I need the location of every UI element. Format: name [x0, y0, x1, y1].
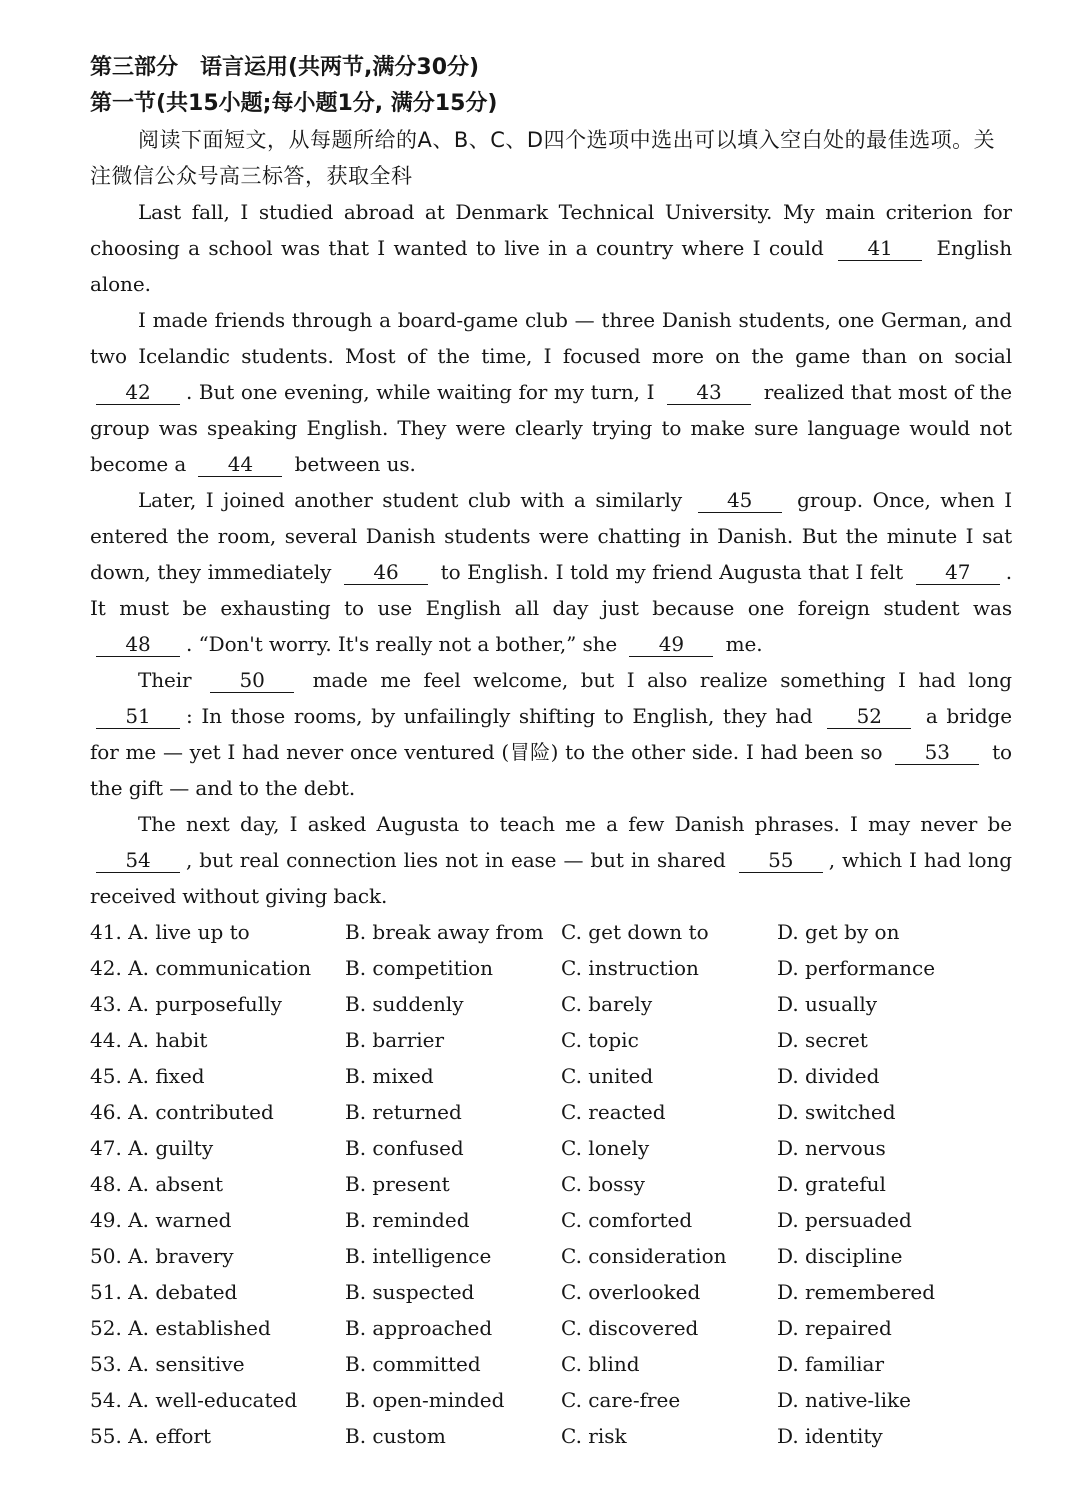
passage-text: Last fall, I studied abroad at Denmark Technical University. My main criterion for choosing a school was that I wanted to live in a country where I could — [90, 200, 1012, 260]
option-c: C. topic — [561, 1028, 639, 1052]
blank-49: 49 — [629, 632, 713, 657]
option-b: B. custom — [345, 1424, 446, 1448]
passage-text: to the gift — and to the debt. — [90, 740, 1013, 800]
option-d: D. familiar — [777, 1352, 885, 1376]
part-title: 第三部分 语言运用(共两节,满分30分) — [90, 55, 480, 80]
option-row — [90, 1418, 1012, 1454]
option-a: 43. A. purposefully — [90, 992, 282, 1016]
blank-52: 52 — [827, 704, 911, 729]
option-b: B. open-minded — [345, 1388, 505, 1412]
passage-text: English alone. — [90, 236, 1012, 296]
option-b: B. mixed — [345, 1064, 434, 1088]
option-d: D. secret — [777, 1028, 868, 1052]
blank-41: 41 — [838, 236, 922, 261]
option-b: B. competition — [345, 956, 494, 980]
passage-text: between us. — [288, 452, 416, 476]
option-a: 53. A. sensitive — [90, 1352, 245, 1376]
option-row — [90, 1094, 1012, 1130]
passage-paragraph — [90, 662, 1012, 806]
blank-42: 42 — [96, 380, 180, 405]
option-c: C. risk — [561, 1424, 627, 1448]
option-a: 47. A. guilty — [90, 1136, 214, 1160]
passage-text: . It must be exhausting to use English all day just because one foreign student was — [90, 560, 1012, 620]
option-c: C. discovered — [561, 1316, 699, 1340]
blank-54: 54 — [96, 848, 180, 873]
passage-text: made me feel welcome, but I also realize something I had long — [300, 668, 1012, 692]
blank-53: 53 — [895, 740, 979, 765]
passage-text: : In those rooms, by unfailingly shifting to English, they had — [186, 704, 822, 728]
option-b: B. returned — [345, 1100, 462, 1124]
passage-paragraph — [90, 806, 1012, 914]
option-c: C. barely — [561, 992, 653, 1016]
option-a: 54. A. well-educated — [90, 1388, 298, 1412]
option-c: C. blind — [561, 1352, 640, 1376]
blank-44: 44 — [198, 452, 282, 477]
passage-text: I made friends through a board-game club — three Danish students, one German, and two Icelandic students. Most of the time, I focused more on the game than on social — [90, 308, 1012, 368]
option-row — [90, 950, 1012, 986]
option-row — [90, 1022, 1012, 1058]
option-row — [90, 1166, 1012, 1202]
option-row — [90, 1058, 1012, 1094]
answer-options — [90, 914, 1012, 1454]
option-b: B. committed — [345, 1352, 481, 1376]
option-d: D. persuaded — [777, 1208, 912, 1232]
passage-paragraph — [90, 302, 1012, 482]
exam-page — [90, 50, 1012, 1454]
blank-45: 45 — [698, 488, 782, 513]
option-row — [90, 1274, 1012, 1310]
option-row — [90, 914, 1012, 950]
option-d: D. nervous — [777, 1136, 886, 1160]
option-d: D. switched — [777, 1100, 896, 1124]
passage-paragraph — [90, 194, 1012, 302]
option-row — [90, 1130, 1012, 1166]
option-row — [90, 1238, 1012, 1274]
option-a: 52. A. established — [90, 1316, 271, 1340]
passage-text: me. — [719, 632, 763, 656]
option-c: C. consideration — [561, 1244, 727, 1268]
option-a: 49. A. warned — [90, 1208, 232, 1232]
passage-paragraph — [90, 482, 1012, 662]
option-c: C. overlooked — [561, 1280, 701, 1304]
option-a: 44. A. habit — [90, 1028, 208, 1052]
passage-text: group. Once, when I entered the room, several Danish students were chatting in Danish. But the minute I sat down, they immediately — [90, 488, 1012, 584]
instructions: 阅读下面短文，从每题所给的A、B、C、D四个选项中选出可以填入空白处的最佳选项。关注微信公众号高三标答，获取全科 — [90, 128, 996, 188]
blank-43: 43 — [667, 380, 751, 405]
option-a: 50. A. bravery — [90, 1244, 234, 1268]
option-c: C. reacted — [561, 1100, 666, 1124]
option-d: D. grateful — [777, 1172, 886, 1196]
option-a: 46. A. contributed — [90, 1100, 274, 1124]
option-d: D. discipline — [777, 1244, 903, 1268]
option-a: 55. A. effort — [90, 1424, 212, 1448]
blank-47: 47 — [916, 560, 1000, 585]
option-row — [90, 986, 1012, 1022]
option-b: B. suddenly — [345, 992, 464, 1016]
option-d: D. usually — [777, 992, 878, 1016]
option-row — [90, 1382, 1012, 1418]
option-b: B. intelligence — [345, 1244, 492, 1268]
blank-46: 46 — [344, 560, 428, 585]
blank-51: 51 — [96, 704, 180, 729]
option-d: D. remembered — [777, 1280, 936, 1304]
passage-text: . But one evening, while waiting for my turn, I — [186, 380, 662, 404]
option-d: D. divided — [777, 1064, 880, 1088]
passage-text: Later, I joined another student club with a similarly — [138, 488, 692, 512]
blank-48: 48 — [96, 632, 180, 657]
option-a: 41. A. live up to — [90, 920, 250, 944]
option-c: C. bossy — [561, 1172, 645, 1196]
option-a: 48. A. absent — [90, 1172, 224, 1196]
option-d: D. identity — [777, 1424, 883, 1448]
option-a: 42. A. communication — [90, 956, 312, 980]
passage-text: . “Don't worry. It's really not a bother,” she — [186, 632, 624, 656]
passage-text: realized that most of the group was speaking English. They were clearly trying to make sure language would not become a — [90, 380, 1012, 476]
option-a: 51. A. debated — [90, 1280, 238, 1304]
option-d: D. get by on — [777, 920, 900, 944]
passage-text: to English. I told my friend Augusta that I felt — [434, 560, 910, 584]
blank-50: 50 — [210, 668, 294, 693]
passage-text: , but real connection lies not in ease — but in shared — [186, 848, 733, 872]
option-b: B. break away from — [345, 920, 544, 944]
option-b: B. confused — [345, 1136, 464, 1160]
option-d: D. native-like — [777, 1388, 911, 1412]
option-c: C. lonely — [561, 1136, 650, 1160]
option-b: B. approached — [345, 1316, 493, 1340]
option-c: C. get down to — [561, 920, 709, 944]
blank-55: 55 — [739, 848, 823, 873]
option-b: B. barrier — [345, 1028, 445, 1052]
option-c: C. instruction — [561, 956, 699, 980]
option-c: C. comforted — [561, 1208, 693, 1232]
passage-text: a bridge for me — yet I had never once ventured (冒险) to the other side. I had been so — [90, 704, 1012, 764]
option-d: D. repaired — [777, 1316, 892, 1340]
option-b: B. suspected — [345, 1280, 475, 1304]
option-c: C. care-free — [561, 1388, 681, 1412]
option-b: B. present — [345, 1172, 450, 1196]
passage-text: The next day, I asked Augusta to teach me a few Danish phrases. I may never be — [138, 812, 1012, 836]
option-row — [90, 1346, 1012, 1382]
section-title: 第一节(共15小题;每小题1分, 满分15分) — [90, 91, 498, 116]
option-a: 45. A. fixed — [90, 1064, 205, 1088]
option-c: C. united — [561, 1064, 654, 1088]
cloze-passage — [90, 194, 1012, 914]
option-d: D. performance — [777, 956, 936, 980]
option-b: B. reminded — [345, 1208, 470, 1232]
passage-text: Their — [138, 668, 205, 692]
option-row — [90, 1202, 1012, 1238]
passage-text: , which I had long received without giving back. — [90, 848, 1012, 908]
option-row — [90, 1310, 1012, 1346]
